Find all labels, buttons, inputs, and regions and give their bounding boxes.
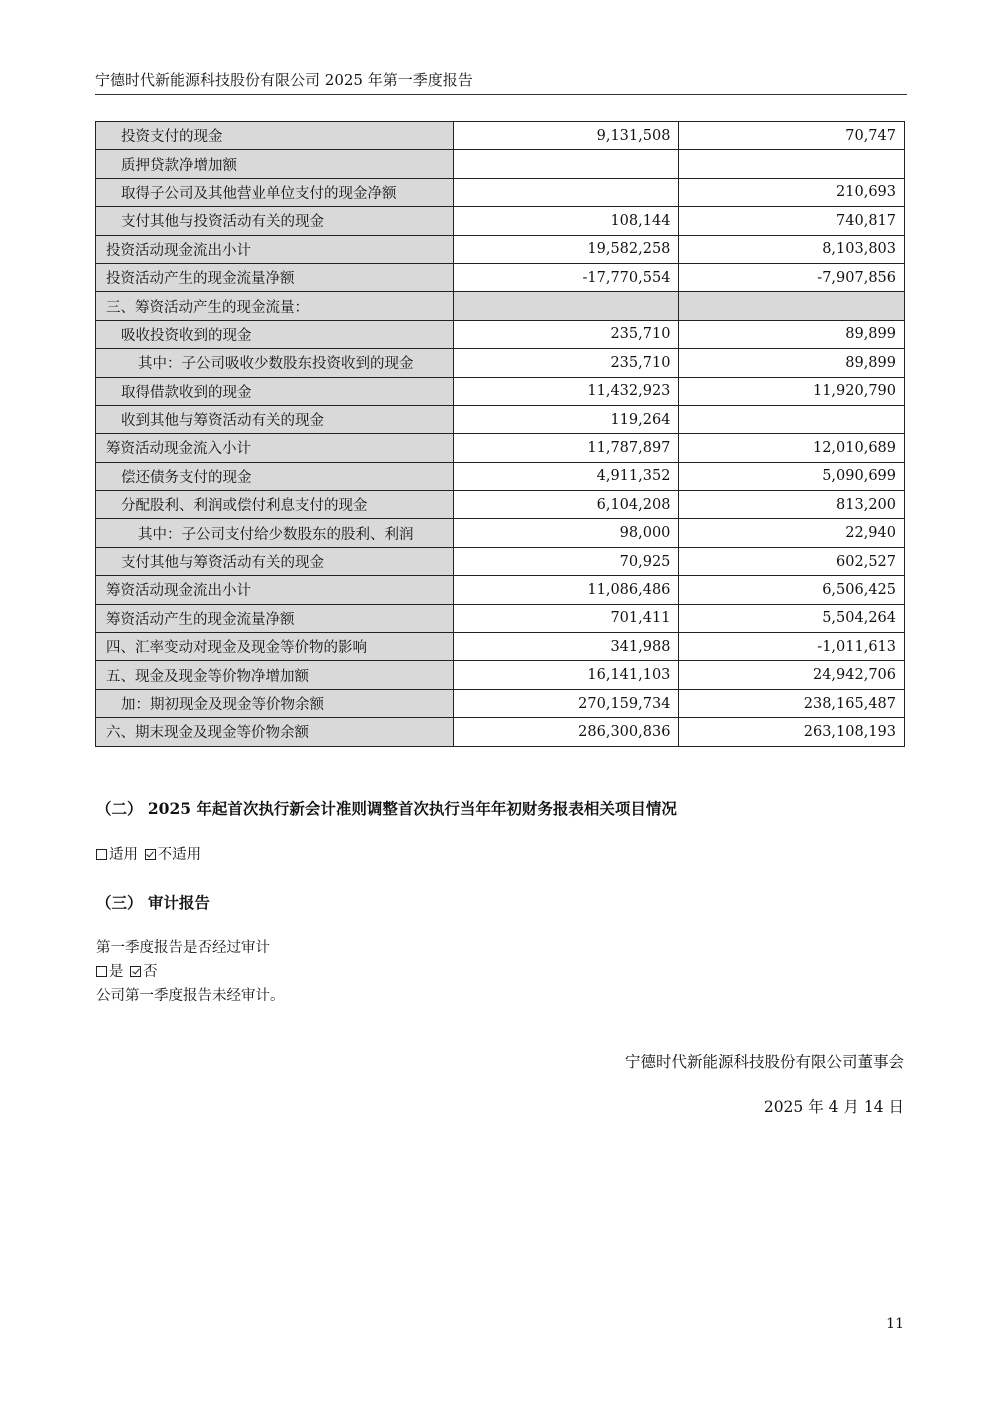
row-label: 投资活动现金流出小计 — [96, 235, 454, 263]
row-current-period: 4,911,352 — [453, 462, 679, 490]
table-row — [96, 462, 905, 490]
row-label: 取得借款收到的现金 — [96, 377, 454, 405]
table-row — [96, 405, 905, 433]
page-header: 宁德时代新能源科技股份有限公司 2025 年第一季度报告 — [95, 70, 907, 95]
row-prior-period: 22,940 — [679, 519, 905, 547]
table-row — [96, 263, 905, 291]
table-row — [96, 292, 905, 320]
checkbox-no[interactable] — [130, 966, 141, 977]
table-row — [96, 235, 905, 263]
table-row — [96, 377, 905, 405]
section-3-options — [96, 962, 158, 982]
row-current-period: 11,086,486 — [453, 576, 679, 604]
option-applicable-label: 适用 — [109, 847, 138, 863]
row-current-period: 341,988 — [453, 633, 679, 661]
option-not-applicable-label: 不适用 — [157, 847, 202, 863]
row-current-period: 11,432,923 — [453, 377, 679, 405]
row-prior-period: 238,165,487 — [679, 689, 905, 717]
row-current-period — [453, 292, 679, 320]
row-label: 四、汇率变动对现金及现金等价物的影响 — [96, 633, 454, 661]
checkbox-not-applicable[interactable] — [145, 849, 156, 860]
row-label: 其中：子公司支付给少数股东的股利、利润 — [96, 519, 454, 547]
table-row — [96, 661, 905, 689]
table-row — [96, 547, 905, 575]
row-current-period: 70,925 — [453, 547, 679, 575]
row-label: 取得子公司及其他营业单位支付的现金净额 — [96, 178, 454, 206]
audit-question: 第一季度报告是否经过审计 — [96, 940, 270, 956]
section-3-heading: （三） 审计报告 — [96, 893, 210, 912]
row-prior-period: 12,010,689 — [679, 434, 905, 462]
row-current-period: 270,159,734 — [453, 689, 679, 717]
audit-note: 公司第一季度报告未经审计。 — [96, 988, 285, 1004]
row-prior-period: 89,899 — [679, 349, 905, 377]
table-row — [96, 604, 905, 632]
row-prior-period: 89,899 — [679, 320, 905, 348]
row-current-period: 98,000 — [453, 519, 679, 547]
table-row — [96, 349, 905, 377]
row-prior-period: 5,504,264 — [679, 604, 905, 632]
table-row — [96, 434, 905, 462]
row-prior-period: -1,011,613 — [679, 633, 905, 661]
row-label: 筹资活动现金流入小计 — [96, 434, 454, 462]
row-current-period: 235,710 — [453, 349, 679, 377]
row-prior-period: 813,200 — [679, 491, 905, 519]
row-current-period: 119,264 — [453, 405, 679, 433]
table-row — [96, 633, 905, 661]
option-yes-label: 是 — [109, 964, 124, 980]
table-row — [96, 491, 905, 519]
row-label: 收到其他与筹资活动有关的现金 — [96, 405, 454, 433]
option-no-label: 否 — [143, 964, 158, 980]
row-prior-period: 11,920,790 — [679, 377, 905, 405]
row-label: 吸收投资收到的现金 — [96, 320, 454, 348]
row-label: 三、筹资活动产生的现金流量： — [96, 292, 454, 320]
row-label: 五、现金及现金等价物净增加额 — [96, 661, 454, 689]
row-label: 筹资活动现金流出小计 — [96, 576, 454, 604]
row-label: 六、期末现金及现金等价物余额 — [96, 718, 454, 746]
row-label: 投资活动产生的现金流量净额 — [96, 263, 454, 291]
row-prior-period: 24,942,706 — [679, 661, 905, 689]
cash-flow-table-body — [96, 122, 905, 747]
row-prior-period: 6,506,425 — [679, 576, 905, 604]
row-current-period: 9,131,508 — [453, 122, 679, 150]
table-row — [96, 689, 905, 717]
row-prior-period: 8,103,803 — [679, 235, 905, 263]
row-prior-period: 70,747 — [679, 122, 905, 150]
row-current-period: 19,582,258 — [453, 235, 679, 263]
row-current-period: 286,300,836 — [453, 718, 679, 746]
row-label: 支付其他与筹资活动有关的现金 — [96, 547, 454, 575]
row-current-period: 701,411 — [453, 604, 679, 632]
section-2-heading: （二） 2025 年起首次执行新会计准则调整首次执行当年年初财务报表相关项目情况 — [96, 799, 677, 818]
row-current-period: 108,144 — [453, 207, 679, 235]
row-current-period — [453, 178, 679, 206]
row-current-period: 6,104,208 — [453, 491, 679, 519]
signature-date: 2025 年 4 月 14 日 — [763, 1098, 904, 1116]
row-label: 筹资活动产生的现金流量净额 — [96, 604, 454, 632]
signature-company: 宁德时代新能源科技股份有限公司董事会 — [624, 1053, 904, 1071]
table-row — [96, 150, 905, 178]
row-current-period: -17,770,554 — [453, 263, 679, 291]
row-label: 支付其他与投资活动有关的现金 — [96, 207, 454, 235]
row-prior-period — [679, 150, 905, 178]
table-row — [96, 718, 905, 746]
page-number: 11 — [886, 1316, 904, 1332]
row-label: 分配股利、利润或偿付利息支付的现金 — [96, 491, 454, 519]
row-prior-period: 740,817 — [679, 207, 905, 235]
row-label: 质押贷款净增加额 — [96, 150, 454, 178]
row-prior-period: 602,527 — [679, 547, 905, 575]
checkbox-applicable[interactable] — [96, 849, 107, 860]
table-row — [96, 320, 905, 348]
row-prior-period: 210,693 — [679, 178, 905, 206]
row-prior-period: -7,907,856 — [679, 263, 905, 291]
row-prior-period — [679, 292, 905, 320]
row-label: 偿还债务支付的现金 — [96, 462, 454, 490]
cash-flow-table — [95, 121, 905, 747]
checkbox-yes[interactable] — [96, 966, 107, 977]
row-current-period: 235,710 — [453, 320, 679, 348]
row-prior-period: 5,090,699 — [679, 462, 905, 490]
table-row — [96, 519, 905, 547]
table-row — [96, 576, 905, 604]
row-label: 加：期初现金及现金等价物余额 — [96, 689, 454, 717]
row-label: 其中：子公司吸收少数股东投资收到的现金 — [96, 349, 454, 377]
row-label: 投资支付的现金 — [96, 122, 454, 150]
table-row — [96, 207, 905, 235]
row-current-period: 11,787,897 — [453, 434, 679, 462]
table-row — [96, 178, 905, 206]
row-prior-period — [679, 405, 905, 433]
section-2-options — [96, 845, 201, 865]
table-row — [96, 122, 905, 150]
row-current-period: 16,141,103 — [453, 661, 679, 689]
row-prior-period: 263,108,193 — [679, 718, 905, 746]
row-current-period — [453, 150, 679, 178]
